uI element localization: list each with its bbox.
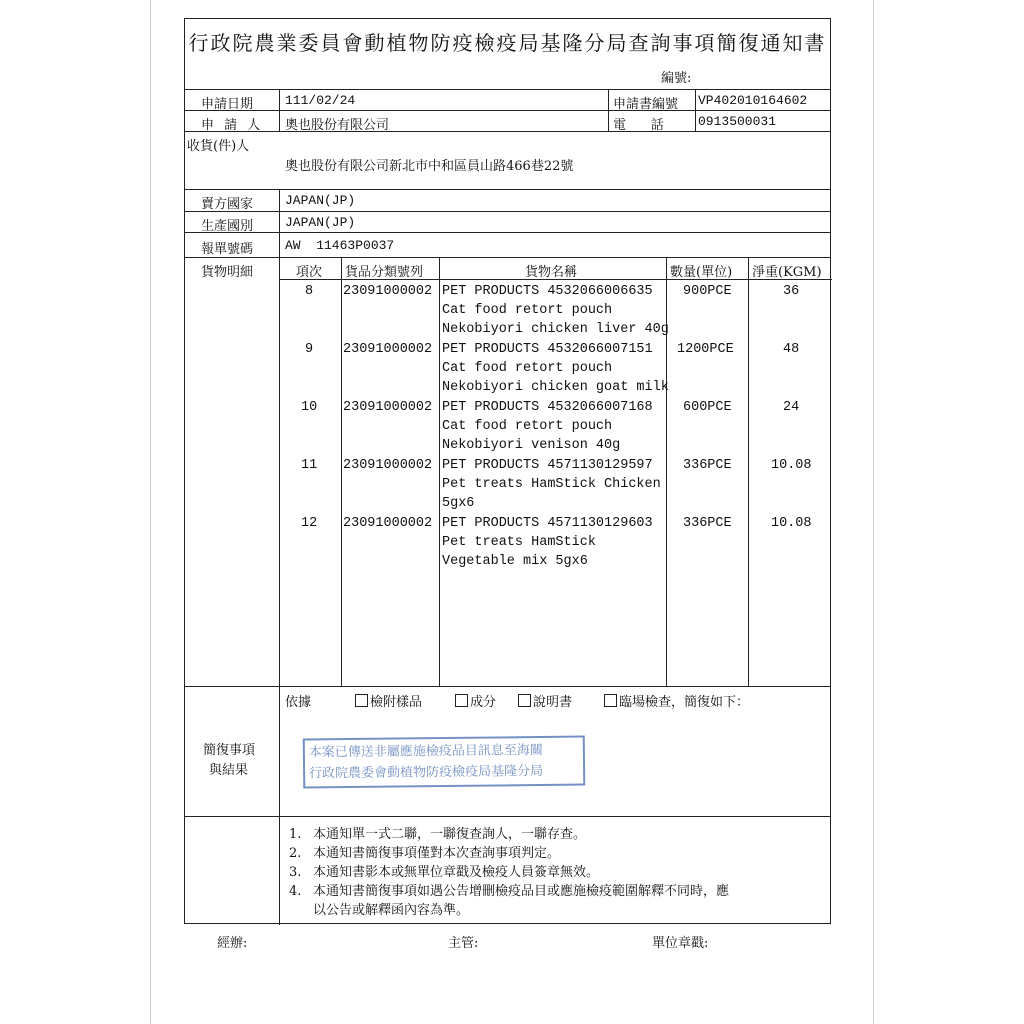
- item-desc: PET PRODUCTS 4571130129597 Pet treats HamStick Chicken 5gx6: [442, 458, 661, 511]
- item-desc: PET PRODUCTS 4532066007151 Cat food retort pouch Nekobiyori chicken goat milk: [442, 342, 669, 395]
- manual-checkbox: [518, 694, 531, 707]
- col-header-weight: 淨重(KGM): [752, 265, 822, 280]
- item-qty: 336PCE: [683, 516, 732, 531]
- item-weight: 24: [783, 400, 800, 415]
- ingredients-checkbox: [455, 694, 468, 707]
- item-code: 23091000002: [343, 400, 433, 415]
- supervisor-label: 主管:: [448, 936, 479, 951]
- item-qty: 900PCE: [683, 284, 732, 299]
- serial-label: 編號:: [661, 71, 692, 86]
- form-title: 行政院農業委員會動植物防疫檢疫局基隆分局查詢事項簡復通知書: [188, 31, 827, 55]
- item-weight: 36: [783, 284, 800, 299]
- note-item: 4. 本通知書簡復事項如遇公告增刪檢疫品目或應施檢疫範圍解釋不同時，應: [289, 884, 730, 899]
- stamp-line-1: 本案已傳送非屬應施檢疫品目訊息至海關: [308, 742, 543, 761]
- option-manual: 說明書: [518, 691, 572, 710]
- option-inspection: 臨場檢查，簡復如下：: [604, 691, 749, 710]
- receiver-value: 奧也股份有限公司新北市中和區員山路466巷22號: [285, 159, 574, 174]
- goods-label: 貨物明細: [201, 265, 254, 280]
- item-desc: PET PRODUCTS 4532066007168 Cat food retort pouch Nekobiyori venison 40g: [442, 400, 653, 453]
- applicant-label: 申 請 人: [201, 118, 264, 133]
- sample-checkbox: [355, 694, 368, 707]
- applicant-value: 奧也股份有限公司: [285, 118, 390, 133]
- origin-label: 生產國別: [201, 219, 254, 234]
- item-weight: 10.08: [771, 516, 812, 531]
- item-no: 12: [301, 516, 318, 531]
- item-code: 23091000002: [343, 342, 433, 357]
- col-header-code: 貨品分類號列: [345, 265, 424, 280]
- declaration-value: AW 11463P0037: [285, 238, 395, 253]
- receiver-label: 收貨(件)人: [187, 139, 250, 154]
- item-code: 23091000002: [343, 284, 433, 299]
- item-qty: 336PCE: [683, 458, 732, 473]
- app-no-value: VP402010164602: [698, 93, 808, 108]
- seller-country-label: 賣方國家: [201, 197, 254, 212]
- note-item: 以公告或解釋函內容為準。: [313, 903, 470, 918]
- phone-value: 0913500031: [698, 114, 777, 129]
- handler-label: 經辦:: [217, 936, 248, 951]
- col-header-qty: 數量(單位): [670, 265, 733, 280]
- item-code: 23091000002: [343, 516, 433, 531]
- apply-date-label: 申請日期: [201, 97, 254, 112]
- seller-country-value: JAPAN(JP): [285, 193, 356, 208]
- item-code: 23091000002: [343, 458, 433, 473]
- scan-edge-right: [873, 0, 874, 1024]
- col-header-name: 貨物名稱: [525, 265, 578, 280]
- notice-form: [184, 18, 831, 924]
- item-desc: PET PRODUCTS 4532066006635 Cat food retort pouch Nekobiyori chicken liver 40g: [442, 284, 669, 337]
- item-qty: 600PCE: [683, 400, 732, 415]
- item-no: 11: [301, 458, 318, 473]
- note-item: 3. 本通知書影本或無單位章戳及檢疫人員簽章無效。: [289, 865, 600, 880]
- item-desc: PET PRODUCTS 4571130129603 Pet treats HamStick Vegetable mix 5gx6: [442, 516, 653, 569]
- note-item: 1. 本通知單一式二聯，一聯復查詢人，一聯存查。: [289, 827, 587, 842]
- inspection-checkbox: [604, 694, 617, 707]
- option-ingredients: 成分: [455, 691, 496, 710]
- item-weight: 10.08: [771, 458, 812, 473]
- inspection-stamp: [303, 736, 586, 789]
- item-qty: 1200PCE: [677, 342, 734, 357]
- note-item: 2. 本通知書簡復事項僅對本次查詢事項判定。: [289, 846, 561, 861]
- col-header-no: 項次: [296, 265, 323, 280]
- option-sample: 檢附樣品: [355, 691, 422, 710]
- reply-label-2: 與結果: [209, 763, 249, 778]
- declaration-label: 報單號碼: [201, 242, 254, 257]
- app-no-label: 申請書編號: [613, 97, 679, 112]
- seal-label: 單位章戳:: [652, 936, 709, 951]
- item-weight: 48: [783, 342, 800, 357]
- apply-date-value: 111/02/24: [285, 93, 356, 108]
- item-no: 10: [301, 400, 318, 415]
- item-no: 8: [305, 284, 314, 299]
- basis-label: 依據: [285, 695, 312, 710]
- item-no: 9: [305, 342, 314, 357]
- stamp-line-2: 行政院農委會動植物防疫檢疫局基隆分局: [309, 763, 544, 782]
- phone-label: 電 話: [613, 118, 664, 133]
- reply-label-1: 簡復事項: [203, 743, 256, 758]
- scan-edge-left: [150, 0, 151, 1024]
- origin-value: JAPAN(JP): [285, 215, 356, 230]
